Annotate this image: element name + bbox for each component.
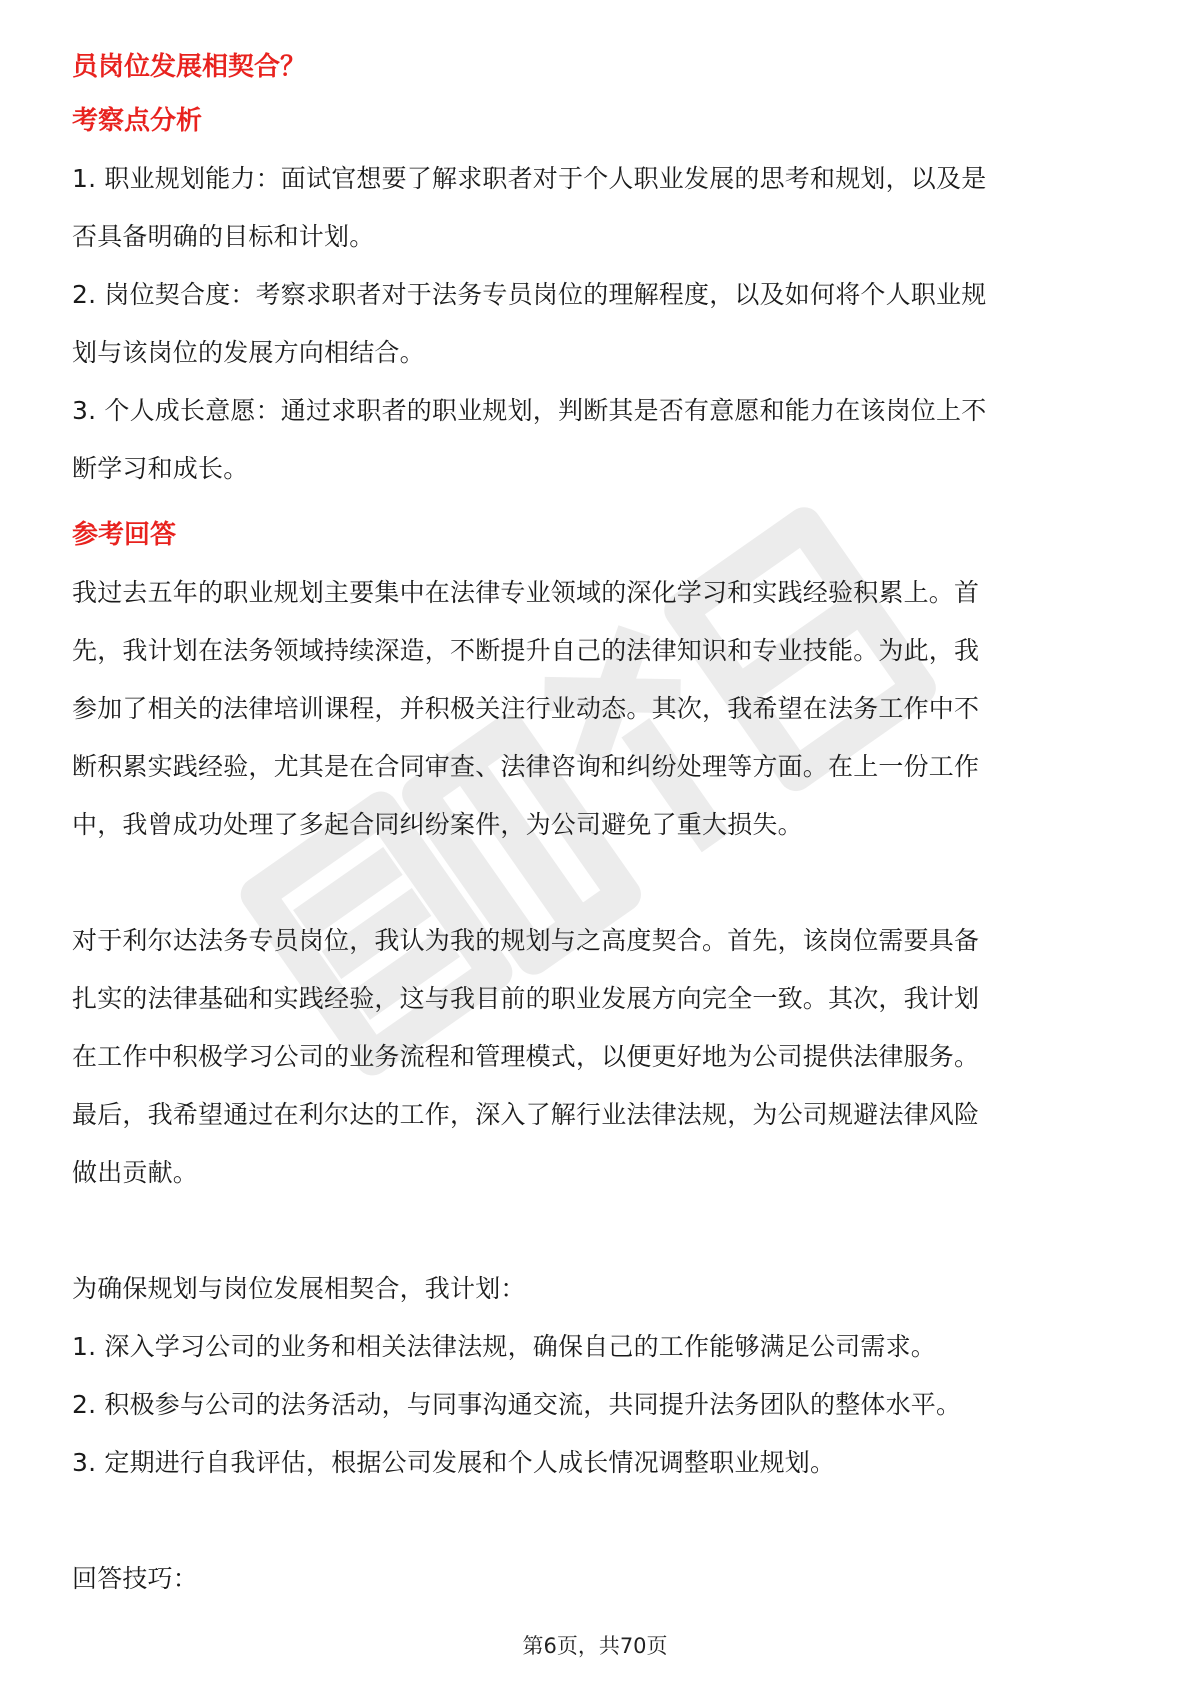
answer-line: 参加了相关的法律培训课程，并积极关注行业动态。其次，我希望在法务工作中不 <box>72 694 980 723</box>
plan-item: 2. 积极参与公司的法务活动，与同事沟通交流，共同提升法务团队的整体水平。 <box>72 1390 962 1419</box>
answer-line: 断积累实践经验，尤其是在合同审查、法律咨询和纠纷处理等方面。在上一份工作 <box>72 752 980 781</box>
answer-heading: 参考回答 <box>72 520 177 550</box>
analysis-line: 1. 职业规划能力：面试官想要了解求职者对于个人职业发展的思考和规划，以及是 <box>72 164 987 193</box>
answer-line: 先，我计划在法务领域持续深造，不断提升自己的法律知识和专业技能。为此，我 <box>72 636 980 665</box>
answer-line: 对于利尔达法务专员岗位，我认为我的规划与之高度契合。首先，该岗位需要具备 <box>72 926 980 955</box>
answer-paragraph-2 <box>72 912 1118 1202</box>
plan-item: 3. 定期进行自我评估，根据公司发展和个人成长情况调整职业规划。 <box>72 1448 836 1477</box>
analysis-line: 划与该岗位的发展方向相结合。 <box>72 338 425 367</box>
plan-list <box>72 1318 1118 1492</box>
answer-line: 扎实的法律基础和实践经验，这与我目前的职业发展方向完全一致。其次，我计划 <box>72 984 980 1013</box>
page-number: 第6页，共70页 <box>522 1634 668 1658</box>
analysis-line: 3. 个人成长意愿：通过求职者的职业规划，判断其是否有意愿和能力在该岗位上不 <box>72 396 987 425</box>
plan-intro: 为确保规划与岗位发展相契合，我计划： <box>72 1274 526 1303</box>
plan-item: 1. 深入学习公司的业务和相关法律法规，确保自己的工作能够满足公司需求。 <box>72 1332 937 1361</box>
answer-line: 中，我曾成功处理了多起合同纠纷案件，为公司避免了重大损失。 <box>72 810 803 839</box>
analysis-section <box>72 150 1118 498</box>
analysis-line: 否具备明确的目标和计划。 <box>72 222 375 251</box>
document-body <box>72 48 1118 1608</box>
answer-line: 做出贡献。 <box>72 1158 199 1187</box>
analysis-heading: 考察点分析 <box>72 106 203 136</box>
tips-heading: 回答技巧： <box>72 1564 199 1593</box>
analysis-line: 断学习和成长。 <box>72 454 249 483</box>
question-title-tail: 员岗位发展相契合？ <box>72 52 307 82</box>
answer-line: 最后，我希望通过在利尔达的工作，深入了解行业法律法规，为公司规避法律风险 <box>72 1100 980 1129</box>
answer-line: 在工作中积极学习公司的业务流程和管理模式，以便更好地为公司提供法律服务。 <box>72 1042 980 1071</box>
analysis-line: 2. 岗位契合度：考察求职者对于法务专员岗位的理解程度，以及如何将个人职业规 <box>72 280 987 309</box>
answer-line: 我过去五年的职业规划主要集中在法律专业领域的深化学习和实践经验积累上。首 <box>72 578 980 607</box>
answer-paragraph-1 <box>72 564 1118 854</box>
